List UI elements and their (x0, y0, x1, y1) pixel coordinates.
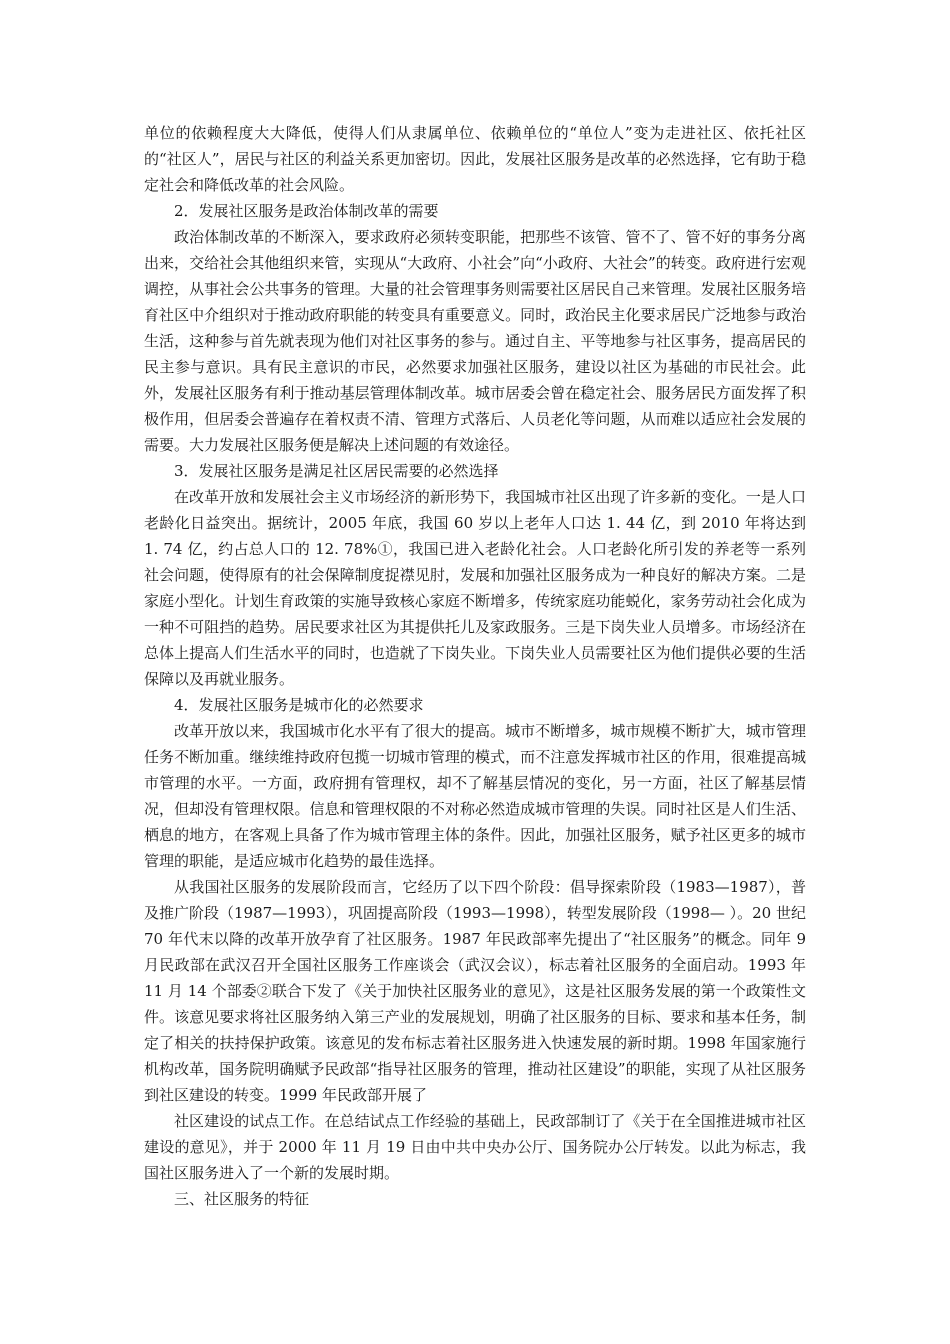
section-heading: 4．发展社区服务是城市化的必然要求 (174, 696, 424, 714)
paragraph: 在改革开放和发展社会主义市场经济的新形势下，我国城市社区出现了许多新的变化。一是人口老龄化日益突出。据统计，2005 年底，我国 60 岁以上老年人口达 1. 44 亿，到 2010 年将达到 1. 74 亿，约占总人口的 12. 78%①，我国已进入老龄化社会。人口老龄化所引发的养老等一系列社会问题，使得原有的社会保障制度捉襟见肘，发展和加强社区服务成为一种良好的解决方案。二是家庭小型化。计划生育政策的实施导致核心家庭不断增多，传统家庭功能蜕化，家务劳动社会化成为一种不可阻挡的趋势。居民要求社区为其提供托儿及家政服务。三是下岗失业人员增多。市场经济在总体上提高人们生活水平的同时，也造就了下岗失业。下岗失业人员需要社区为他们提供必要的生活保障以及再就业服务。 (144, 488, 806, 688)
section-heading: 三、社区服务的特征 (174, 1190, 310, 1208)
paragraph: 单位的依赖程度大大降低，使得人们从隶属单位、依赖单位的“单位人”变为走进社区、依托社区的“社区人”，居民与社区的利益关系更加密切。因此，发展社区服务是改革的必然选择，它有助于稳定社会和降低改革的社会风险。 (144, 124, 806, 194)
paragraph: 改革开放以来，我国城市化水平有了很大的提高。城市不断增多，城市规模不断扩大，城市管理任务不断加重。继续维持政府包揽一切城市管理的模式，而不注意发挥城市社区的作用，很难提高城市管理的水平。一方面，政府拥有管理权，却不了解基层情况的变化，另一方面，社区了解基层情况，但却没有管理权限。信息和管理权限的不对称必然造成城市管理的失误。同时社区是人们生活、栖息的地方，在客观上具备了作为城市管理主体的条件。因此，加强社区服务，赋予社区更多的城市管理的职能，是适应城市化趋势的最佳选择。 (144, 722, 806, 870)
paragraph: 政治体制改革的不断深入，要求政府必须转变职能，把那些不该管、管不了、管不好的事务分离出来，交给社会其他组织来管，实现从“大政府、小社会”向“小政府、大社会”的转变。政府进行宏观调控，从事社会公共事务的管理。大量的社会管理事务则需要社区居民自己来管理。发展社区服务培育社区中介组织对于推动政府职能的转变具有重要意义。同时，政治民主化要求居民广泛地参与政治生活，这种参与首先就表现为他们对社区事务的参与。通过自主、平等地参与社区事务，提高居民的民主参与意识。具有民主意识的市民，必然要求加强社区服务，建设以社区为基础的市民社会。此外，发展社区服务有利于推动基层管理体制改革。城市居委会曾在稳定社会、服务居民方面发挥了积极作用，但居委会普遍存在着权责不清、管理方式落后、人员老化等问题，从而难以适应社会发展的需要。大力发展社区服务便是解决上述问题的有效途径。 (144, 228, 806, 454)
section-heading: 2．发展社区服务是政治体制改革的需要 (174, 202, 439, 220)
paragraph: 社区建设的试点工作。在总结试点工作经验的基础上，民政部制订了《关于在全国推进城市社区建设的意见》，并于 2000 年 11 月 19 日由中共中央办公厅、国务院办公厅转发。以此为标志，我国社区服务进入了一个新的发展时期。 (144, 1112, 806, 1182)
paragraph: 从我国社区服务的发展阶段而言，它经历了以下四个阶段：倡导探索阶段（1983—1987），普及推广阶段（1987—1993），巩固提高阶段（1993—1998），转型发展阶段（1998— ）。20 世纪 70 年代末以降的改革开放孕育了社区服务。1987 年民政部率先提出了“社区服务”的概念。同年 9 月民政部在武汉召开全国社区服务工作座谈会（武汉会议），标志着社区服务的全面启动。1993 年 11 月 14 个部委②联合下发了《关于加快社区服务业的意见》，这是社区服务发展的第一个政策性文件。该意见要求将社区服务纳入第三产业的发展规划，明确了社区服务的目标、要求和基本任务，制定了相关的扶持保护政策。该意见的发布标志着社区服务进入快速发展的新时期。1998 年国家施行机构改革，国务院明确赋予民政部“指导社区服务的管理，推动社区建设”的职能，实现了从社区服务到社区建设的转变。1999 年民政部开展了 (144, 878, 806, 1104)
document-body (144, 120, 806, 1212)
section-heading: 3．发展社区服务是满足社区居民需要的必然选择 (174, 462, 499, 480)
